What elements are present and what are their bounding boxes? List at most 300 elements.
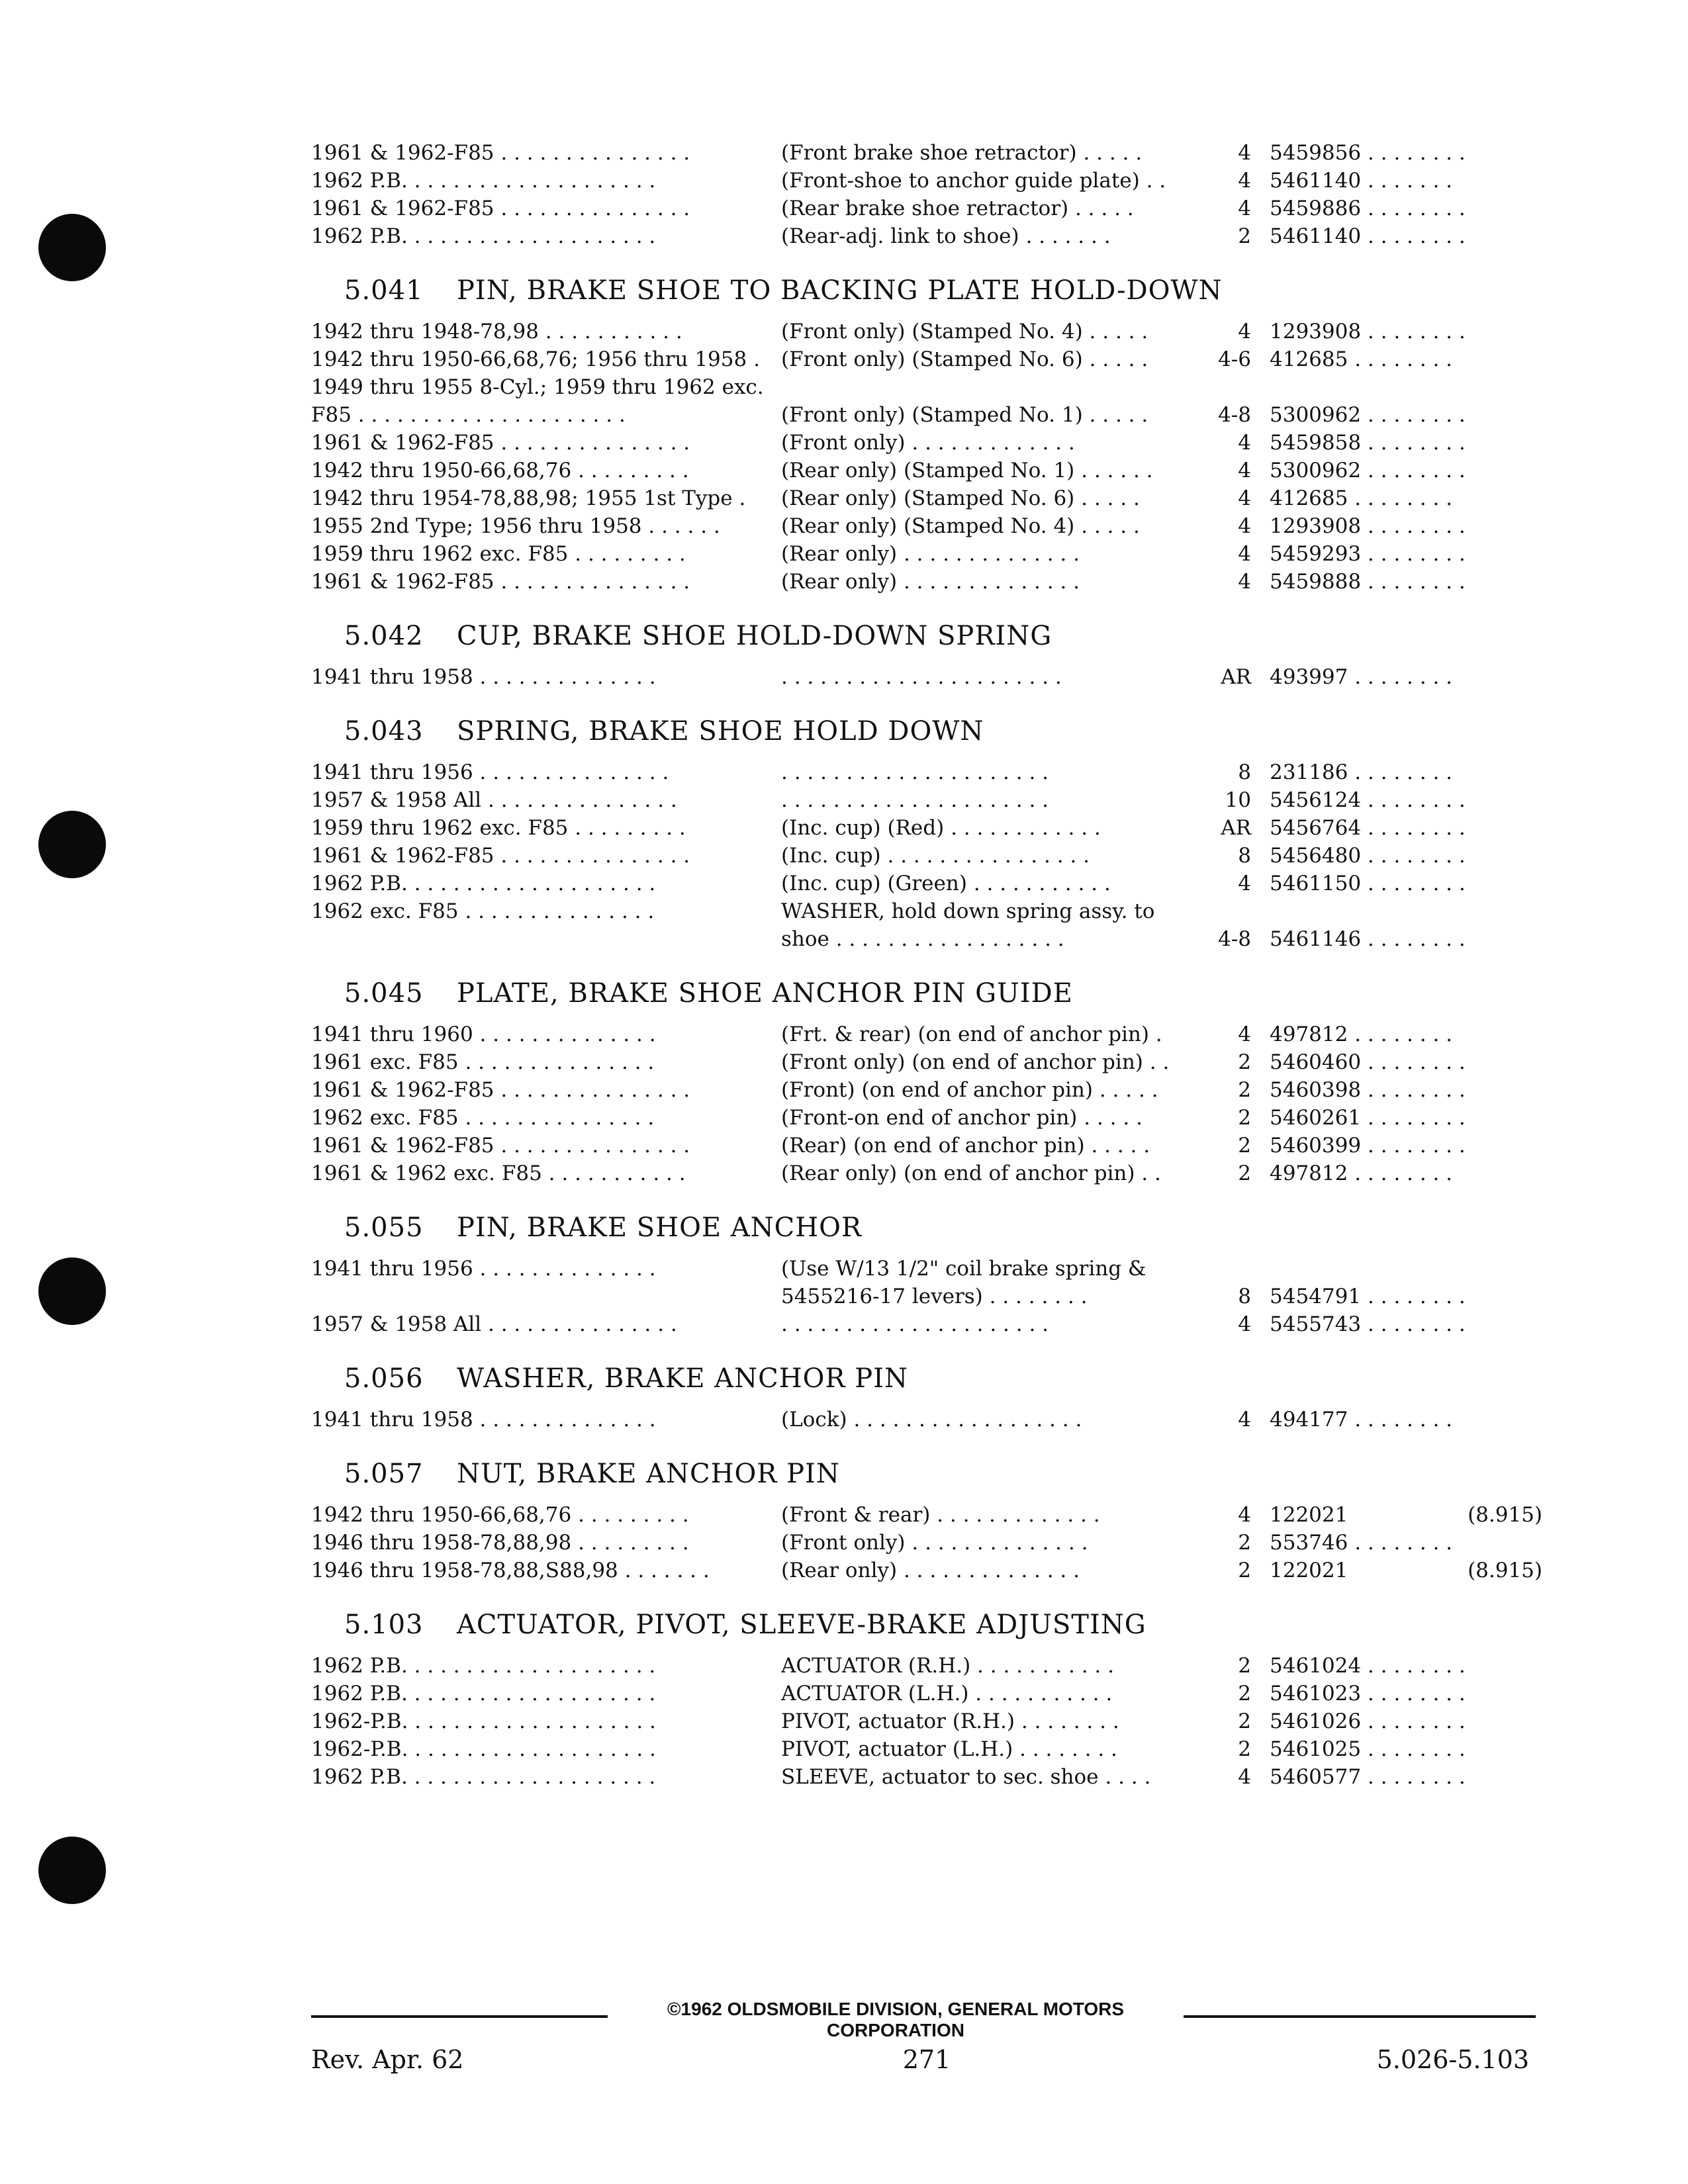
model-years [311,1408,768,1432]
part-description-text: (Rear only) (Stamped No. 4) . . . . . [781,514,1140,538]
part-number [1259,816,1542,840]
quantity-text: AR [1221,816,1251,840]
quantity [1205,1682,1259,1706]
part-number-text: 5461023 . . . . . . . . [1270,1682,1466,1706]
copyright-notice: ©1962 OLDSMOBILE DIVISION, GENERAL MOTORS CORPORATION [667,1999,1125,2040]
quantity [1205,514,1259,538]
model-years [311,788,768,812]
quantity-text: 4 [1238,141,1251,165]
part-description [781,1531,1205,1555]
model-years-text: 1942 thru 1948-78,98 . . . . . . . . . . . [311,320,682,343]
part-description-text: (Front) (on end of anchor pin) . . . . . [781,1078,1158,1102]
model-years-text: 1962-P.B. . . . . . . . . . . . . . . . . . . . [311,1737,656,1761]
quantity [1205,927,1259,951]
quantity-text: 2 [1238,1134,1251,1158]
model-years-text: 1962-P.B. . . . . . . . . . . . . . . . . . . . [311,1709,656,1733]
model-years-text: 1962 P.B. . . . . . . . . . . . . . . . . . . . [311,1765,656,1789]
section-title: WASHER, BRAKE ANCHOR PIN [457,1363,908,1394]
part-description-text: (Rear only) (on end of anchor pin) . . [781,1161,1161,1185]
model-years-text: 1946 thru 1958-78,88,98 . . . . . . . . . [311,1531,689,1555]
part-description-text: SLEEVE, actuator to sec. shoe . . . . [781,1765,1151,1789]
quantity-text: 2 [1238,1559,1251,1582]
part-number-text: 5454791 . . . . . . . . [1270,1285,1466,1308]
part-description-text: . . . . . . . . . . . . . . . . . . . . . [781,1312,1049,1336]
part-number-text: 5461140 . . . . . . . . [1270,224,1466,248]
model-years [311,542,768,566]
part-number [1259,1559,1542,1582]
quantity [1205,1765,1259,1789]
model-years-text: 1962 exc. F85 . . . . . . . . . . . . . . . [311,899,655,923]
part-description [781,872,1205,895]
part-number [1259,1106,1542,1130]
part-number [1259,1023,1542,1046]
model-years [311,1765,768,1789]
section-title: SPRING, BRAKE SHOE HOLD DOWN [457,716,984,747]
parts-row [311,1680,1542,1707]
quantity [1205,1737,1259,1761]
part-description [781,1737,1205,1761]
quantity-text: 2 [1238,1709,1251,1733]
part-description [781,1765,1205,1789]
part-description [781,844,1205,868]
section-number: 5.043 [344,716,424,747]
part-description-text: (Inc. cup) (Green) . . . . . . . . . . . [781,872,1111,895]
part-number-text: 5461025 . . . . . . . . [1270,1737,1466,1761]
part-number [1259,431,1542,455]
model-years [311,197,768,220]
quantity-text: 8 [1238,760,1251,784]
part-number [1259,1312,1542,1336]
quantity [1205,1285,1259,1308]
model-years [311,1682,768,1706]
parts-row [311,870,1542,897]
model-years-text: 1961 & 1962-F85 . . . . . . . . . . . . . . . [311,141,690,165]
quantity-text: 4 [1238,514,1251,538]
quantity [1205,224,1259,248]
part-description-text: ACTUATOR (L.H.) . . . . . . . . . . . [781,1682,1113,1706]
parts-row [311,1735,1542,1763]
part-number [1259,459,1542,482]
part-description [781,1257,1205,1281]
part-description-text: shoe . . . . . . . . . . . . . . . . . . [781,927,1064,951]
part-description [781,1285,1205,1308]
parts-row [311,540,1542,568]
part-number [1259,844,1542,868]
parts-row [311,1763,1542,1791]
part-description-text: PIVOT, actuator (R.H.) . . . . . . . . [781,1709,1119,1733]
quantity-text: 4 [1238,542,1251,566]
quantity-text: 4 [1238,169,1251,193]
parts-row [311,512,1542,540]
quantity-text: 4 [1238,486,1251,510]
model-years-text: 1961 & 1962-F85 . . . . . . . . . . . . . . . [311,1134,690,1158]
parts-row [311,1501,1542,1529]
binder-hole [38,1837,106,1904]
part-number [1259,169,1542,193]
part-description-text: (Rear only) (Stamped No. 6) . . . . . [781,486,1140,510]
part-number [1259,320,1542,343]
part-number-text: 5461026 . . . . . . . . [1270,1709,1466,1733]
part-description-text: (Front only) (on end of anchor pin) . . [781,1050,1170,1074]
model-years-text: 1962 P.B. . . . . . . . . . . . . . . . . . . . [311,1682,656,1706]
part-number-text: 1293908 . . . . . . . . [1270,320,1466,343]
model-years [311,1106,768,1130]
model-years [311,816,768,840]
part-number-text: 5461146 . . . . . . . . [1270,927,1466,951]
model-years [311,1257,768,1281]
model-years [311,224,768,248]
model-years [311,1078,768,1102]
part-description [781,514,1205,538]
binder-hole [38,811,106,878]
part-number-text: 497812 . . . . . . . . [1270,1161,1453,1185]
part-description-text: (Inc. cup) (Red) . . . . . . . . . . . . [781,816,1101,840]
model-years-text: 1955 2nd Type; 1956 thru 1958 . . . . . . [311,514,720,538]
quantity-text: 2 [1238,1737,1251,1761]
part-description [781,1106,1205,1130]
model-years-text: 1941 thru 1956 . . . . . . . . . . . . . . [311,1257,656,1281]
quantity [1205,169,1259,193]
part-description [781,1078,1205,1102]
quantity-text: 2 [1238,1050,1251,1074]
quantity [1205,570,1259,594]
section-heading [311,267,1542,314]
parts-row [311,1048,1542,1076]
part-description [781,320,1205,343]
model-years [311,844,768,868]
section-number: 5.041 [344,275,424,306]
part-description [781,1050,1205,1074]
model-years [311,872,768,895]
quantity [1205,486,1259,510]
quantity-text: 4-8 [1218,927,1251,951]
quantity-text: 4 [1238,197,1251,220]
part-description [781,197,1205,220]
part-number-text: 5460261 . . . . . . . . [1270,1106,1466,1130]
section-range: 5.026-5.103 [1376,2045,1529,2074]
part-number-text: 5460399 . . . . . . . . [1270,1134,1466,1158]
part-description [781,1709,1205,1733]
section-number: 5.056 [344,1363,424,1394]
quantity [1205,844,1259,868]
part-number [1259,1682,1542,1706]
part-number-text: 5461150 . . . . . . . . [1270,872,1466,895]
quantity-text: 2 [1238,1654,1251,1678]
part-number-text: 5459858 . . . . . . . . [1270,431,1466,455]
part-description [781,1134,1205,1158]
part-number-text: 493997 . . . . . . . . [1270,665,1453,689]
parts-row [311,663,1542,691]
part-description [781,431,1205,455]
part-description [781,1654,1205,1678]
part-description-text: (Frt. & rear) (on end of anchor pin) . [781,1023,1162,1046]
part-description [781,459,1205,482]
parts-row [311,484,1542,512]
part-description [781,760,1205,784]
part-description-text: WASHER, hold down spring assy. to [781,899,1155,923]
quantity-text: 4 [1238,570,1251,594]
part-number [1259,1709,1542,1733]
parts-row [311,373,1542,401]
model-years-text: F85 . . . . . . . . . . . . . . . . . . . . . [311,403,626,427]
model-years [311,665,768,689]
quantity-text: 2 [1238,1531,1251,1555]
page-number: 271 [902,2045,951,2074]
model-years [311,169,768,193]
footer-rule-left [311,2015,608,2018]
part-number-text: 494177 . . . . . . . . [1270,1408,1453,1432]
parts-row [311,1283,1542,1310]
parts-row [311,1406,1542,1433]
part-number [1259,1050,1542,1074]
quantity-text: 4 [1238,872,1251,895]
parts-row [311,1707,1542,1735]
part-description [781,486,1205,510]
quantity [1205,459,1259,482]
model-years-text: 1961 & 1962-F85 . . . . . . . . . . . . . . . [311,197,690,220]
part-number-text: 1293908 . . . . . . . . [1270,514,1466,538]
model-years-text: 1962 P.B. . . . . . . . . . . . . . . . . . . . [311,224,656,248]
model-years [311,403,768,427]
parts-row [311,222,1542,250]
section-title: NUT, BRAKE ANCHOR PIN [457,1459,840,1489]
part-number [1259,760,1542,784]
quantity [1205,1161,1259,1185]
model-years-text: 1962 P.B. . . . . . . . . . . . . . . . . . . . [311,872,656,895]
part-number-text: 5461140 . . . . . . . [1270,169,1453,193]
parts-row [311,1076,1542,1104]
part-number [1259,1765,1542,1789]
part-number-text: 5300962 . . . . . . . . [1270,459,1466,482]
part-description-text: 5455216-17 levers) . . . . . . . . [781,1285,1088,1308]
model-years [311,1023,768,1046]
part-number [1259,542,1542,566]
model-years-text: 1942 thru 1954-78,88,98; 1955 1st Type . [311,486,746,510]
model-years-text: 1962 exc. F85 . . . . . . . . . . . . . . . [311,1106,655,1130]
part-description [781,816,1205,840]
part-description [781,1312,1205,1336]
section-number: 5.057 [344,1459,424,1489]
part-number [1259,403,1542,427]
section-heading [311,1355,1542,1402]
quantity-text: 4-8 [1218,403,1251,427]
parts-row [311,401,1542,429]
quantity-text: 10 [1225,788,1251,812]
part-description [781,169,1205,193]
part-description-text: (Front brake shoe retractor) . . . . . [781,141,1143,165]
part-number-text: 553746 . . . . . . . . [1270,1531,1453,1555]
section-number: 5.042 [344,621,424,651]
parts-row [311,1557,1542,1584]
model-years [311,1503,768,1527]
part-number [1259,347,1542,371]
part-description [781,665,1205,689]
quantity-text: AR [1221,665,1251,689]
model-years-text: 1949 thru 1955 8-Cyl.; 1959 thru 1962 exc. [311,375,764,399]
footer-rule-right [1184,2015,1536,2018]
binder-hole [38,1257,106,1325]
parts-row [311,167,1542,195]
model-years [311,1737,768,1761]
section-number: 5.055 [344,1212,424,1243]
quantity-text: 8 [1238,1285,1251,1308]
part-description-text: (Front only) (Stamped No. 4) . . . . . [781,320,1149,343]
part-number-text: 5459886 . . . . . . . . [1270,197,1466,220]
part-description-text: (Lock) . . . . . . . . . . . . . . . . . . [781,1408,1082,1432]
parts-row [311,1255,1542,1283]
part-number [1259,514,1542,538]
part-number [1259,224,1542,248]
model-years [311,760,768,784]
quantity [1205,197,1259,220]
quantity-text: 4 [1238,1023,1251,1046]
parts-row [311,318,1542,345]
part-description [781,1161,1205,1185]
model-years-text: 1957 & 1958 All . . . . . . . . . . . . . . . [311,788,677,812]
parts-row [311,345,1542,373]
part-description [781,788,1205,812]
part-description-text: (Rear brake shoe retractor) . . . . . [781,197,1134,220]
part-number [1259,570,1542,594]
part-number-text: 412685 . . . . . . . . [1270,347,1453,371]
parts-row [311,786,1542,814]
section-heading [311,1602,1542,1648]
part-description-text: (Rear) (on end of anchor pin) . . . . . [781,1134,1150,1158]
model-years-text: 1961 & 1962-F85 . . . . . . . . . . . . . . . [311,570,690,594]
quantity-text: 4-6 [1218,347,1251,371]
parts-row [311,842,1542,870]
part-number [1259,788,1542,812]
part-number [1259,197,1542,220]
section-title: CUP, BRAKE SHOE HOLD-DOWN SPRING [457,621,1053,651]
model-years [311,899,768,923]
part-description-text: . . . . . . . . . . . . . . . . . . . . . [781,760,1049,784]
part-number-text: 5456480 . . . . . . . . [1270,844,1466,868]
quantity [1205,1559,1259,1582]
quantity-text: 2 [1238,1106,1251,1130]
part-description [781,1503,1205,1527]
part-description-text: . . . . . . . . . . . . . . . . . . . . . [781,788,1049,812]
section-number: 5.045 [344,978,424,1009]
part-description [781,1023,1205,1046]
section-title: PIN, BRAKE SHOE ANCHOR [457,1212,863,1243]
quantity [1205,1106,1259,1130]
section-number: 5.103 [344,1610,424,1640]
parts-row [311,429,1542,457]
model-years-text: 1961 & 1962-F85 . . . . . . . . . . . . . . . [311,1078,690,1102]
model-years-text: 1962 P.B. . . . . . . . . . . . . . . . . . . . [311,1654,656,1678]
parts-row [311,1652,1542,1680]
part-description-text: ACTUATOR (R.H.) . . . . . . . . . . . [781,1654,1114,1678]
part-description-text: (Front only) . . . . . . . . . . . . . [781,431,1075,455]
section-heading [311,613,1542,659]
part-description-text: PIVOT, actuator (L.H.) . . . . . . . . [781,1737,1117,1761]
model-years-text: 1942 thru 1950-66,68,76 . . . . . . . . . [311,1503,689,1527]
model-years-text: 1961 & 1962 exc. F85 . . . . . . . . . . . [311,1161,686,1185]
model-years [311,1134,768,1158]
part-number-text: 5460398 . . . . . . . . [1270,1078,1466,1102]
quantity [1205,320,1259,343]
quantity-text: 4 [1238,320,1251,343]
quantity [1205,347,1259,371]
model-years-text: 1961 & 1962-F85 . . . . . . . . . . . . . . . [311,431,690,455]
quantity [1205,1531,1259,1555]
model-years [311,431,768,455]
part-number [1259,1285,1542,1308]
part-description [781,927,1205,951]
model-years [311,1050,768,1074]
part-number [1259,1408,1542,1432]
part-number [1259,665,1542,689]
section-heading [311,708,1542,754]
part-description [781,570,1205,594]
quantity-text: 4 [1238,459,1251,482]
part-description-text: (Inc. cup) . . . . . . . . . . . . . . . . [781,844,1090,868]
part-number [1259,1503,1542,1527]
parts-row [311,195,1542,222]
part-description-text: (Front only) (Stamped No. 6) . . . . . [781,347,1149,371]
quantity [1205,431,1259,455]
quantity [1205,665,1259,689]
quantity [1205,872,1259,895]
model-years [311,486,768,510]
model-years-text: 1942 thru 1950-66,68,76; 1956 thru 1958 . [311,347,760,371]
model-years [311,1531,768,1555]
model-years-text: 1942 thru 1950-66,68,76 . . . . . . . . . [311,459,689,482]
part-number-text: 5459856 . . . . . . . . [1270,141,1466,165]
part-description [781,141,1205,165]
part-description-text: (Rear only) . . . . . . . . . . . . . . [781,1559,1080,1582]
model-years [311,141,768,165]
part-number [1259,141,1542,165]
quantity [1205,1050,1259,1074]
quantity-text: 4 [1238,1765,1251,1789]
quantity [1205,141,1259,165]
quantity [1205,816,1259,840]
parts-row [311,1529,1542,1557]
parts-row [311,139,1542,167]
model-years-text: 1957 & 1958 All . . . . . . . . . . . . . . . [311,1312,677,1336]
parts-row [311,1104,1542,1132]
part-description-text: (Front-on end of anchor pin) . . . . . [781,1106,1143,1130]
parts-row [311,814,1542,842]
model-years-text: 1941 thru 1956 . . . . . . . . . . . . . . . [311,760,669,784]
cross-reference: (8.915) [1468,1503,1542,1527]
parts-row [311,1310,1542,1338]
quantity [1205,542,1259,566]
part-description-text: (Rear-adj. link to shoe) . . . . . . . [781,224,1111,248]
parts-row [311,758,1542,786]
part-number [1259,1161,1542,1185]
part-description [781,1682,1205,1706]
model-years [311,1654,768,1678]
model-years [311,347,768,371]
parts-row [311,457,1542,484]
quantity [1205,1503,1259,1527]
part-description-text: (Front only) (Stamped No. 1) . . . . . [781,403,1149,427]
part-number-text: 5461024 . . . . . . . . [1270,1654,1466,1678]
part-number-text: 122021 [1270,1559,1348,1582]
part-number [1259,1531,1542,1555]
parts-row [311,1132,1542,1160]
parts-row [311,897,1542,925]
part-description [781,224,1205,248]
model-years-text: 1962 P.B. . . . . . . . . . . . . . . . . . . . [311,169,656,193]
quantity [1205,788,1259,812]
model-years-text: 1941 thru 1960 . . . . . . . . . . . . . . [311,1023,656,1046]
part-description-text: (Rear only) (Stamped No. 1) . . . . . . [781,459,1153,482]
part-number-text: 5456764 . . . . . . . . [1270,816,1466,840]
